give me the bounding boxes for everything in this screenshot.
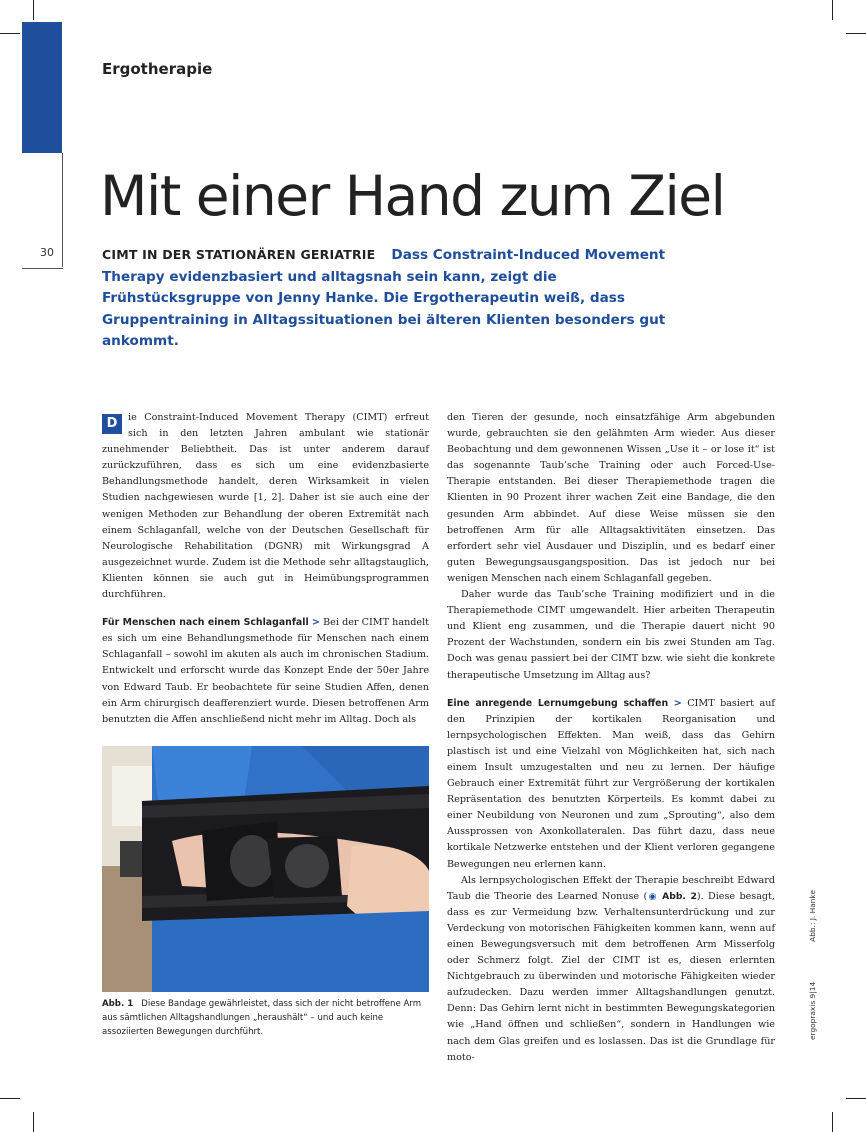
paragraph: Daher wurde das Taub’sche Training modifiziert und in die Therapiemethode CIMT umgewandelt. Hier arbeiten Therapeutin und Klient eng zusammen, und die Therapie dauert nicht 90 Prozent der Wachstunden, sondern ein bis zwei Stunden am Tag. Doch was genau passiert bei der CIMT bzw. wie sieht die konkrete therapeutische Umsetzung im Alltag aus? — [447, 589, 775, 681]
eye-icon: ◉ — [647, 891, 658, 902]
figure-caption — [102, 998, 432, 1039]
crop-mark — [832, 0, 833, 20]
lead-text: Dass Constraint-Induced Movement Therapy evidenzbasiert und alltagsnah sein kann, zeigt die Frühstücksgruppe von Jenny Hanke. Die Ergotherapeutin weiß, dass Gruppentraining in Alltagssituationen bei älteren Klienten besonders gut ankommt. — [102, 247, 666, 350]
paragraph: den Tieren der gesunde, noch einsatzfähige Arm abgebunden wurde, gebrauchten sie den gelähmten Arm wieder. Aus dieser Beobachtung und dem gewonnenen Wissen „Use it – or lose it“ ist das sogenannte Taub’sche Training oder auch Forced-Use-Therapie entstanden. Bei dieser Therapiemethode tragen die Klienten in 90 Prozent ihrer wachen Zeit eine Bandage, die den gesunden Arm abbindet. Auf diese Weise müssen sie den betroffenen Arm für alle Alltagsaktivitäten einsetzen. Das erfordert sehr viel Ausdauer und Disziplin, und es bedarf einer guten Bewegungsausgangsposition. Das ist jedoch nur bei wenigen Menschen nach einem Schlaganfall gegeben. — [447, 412, 775, 584]
page-number-rule — [22, 268, 63, 269]
figure-reference-link[interactable]: Abb. 2 — [662, 890, 697, 902]
subheading-arrow: > — [311, 617, 320, 629]
crop-mark — [846, 33, 866, 34]
crop-mark — [846, 1098, 866, 1099]
crop-mark — [33, 1112, 34, 1132]
lead-kicker: CIMT IN DER STATIONÄREN GERIATRIE — [102, 247, 376, 262]
figure-label: Abb. 1 — [102, 999, 134, 1009]
crop-mark — [33, 0, 34, 20]
page-number: 30 — [40, 246, 54, 259]
intro-paragraph — [102, 410, 429, 603]
subheading-arrow: > — [673, 697, 682, 709]
journal-issue: ergopraxis 9|14 — [808, 981, 817, 1040]
section-color-bar — [22, 22, 62, 153]
bandaged-arm-photo — [102, 746, 429, 992]
figure-photo — [102, 746, 429, 992]
margin-note — [808, 890, 817, 1040]
text-column-right — [447, 410, 775, 1066]
subheading: Für Menschen nach einem Schlaganfall — [102, 617, 309, 629]
paragraph-text: ie Constraint-Induced Movement Therapy (CIMT) erfreut sich in den letzten Jahren ambulant wie stationär zunehmender Beliebtheit. Das ist unter anderem darauf zurückzuführen, dass es sich um eine evidenzbasierte Behandlungsmethode handelt, deren Wirksamkeit in vielen Studien nachgewiesen wurde [1, 2]. Daher ist sie auch eine der wenigen Methoden zur Behandlung der oberen Extremität nach einem Schlaganfall, welche von der Deutschen Gesellschaft für Neurologische Rehabilitation (DGNR) mit Wirkungsgrad A ausgezeichnet wurde. Zudem ist die Methode sehr alltagstauglich, Klienten können sie auch gut in Heimübungsprogrammen durchführen. — [102, 412, 429, 601]
drop-cap: D — [102, 414, 122, 434]
page-title: Mit einer Hand zum Ziel — [100, 164, 725, 228]
crop-mark — [0, 1098, 20, 1099]
crop-mark — [0, 33, 20, 34]
paragraph — [447, 696, 775, 873]
subheading: Eine anregende Lernumgebung schaffen — [447, 697, 669, 709]
caption-text: Diese Bandage gewährleistet, dass sich der nicht betroffene Arm aus sämtlichen Alltagshandlungen „heraushält“ – und auch keine assoziierten Bewegungen durchführt. — [102, 999, 422, 1037]
image-credit: Abb.: J. Hanke — [808, 890, 817, 942]
paragraph-text: ). Diese besagt, dass es zur Vermeidung bzw. Verhaltensunterdrückung und zur Verdeckung von motorischen Fähigkeiten kommen kann, wenn auf einen Bewegungsversuch mit dem betroffenen Arm Misserfolg oder Schmerz folgt. Ziel der CIMT ist es, diesen erlernten Nichtgebrauch zu überwinden und motorische Fähigkeiten wieder aufzudecken. Dazu werden immer Alltagshandlungen genutzt. Denn: Das Gehirn lernt nicht in bestimmten Bewegungskategorien wie „Hand öffnen und schließen“, sondern in Handlungen wie nach dem Glas greifen und es loslassen. Das ist die Grundlage für moto- — [447, 890, 775, 1063]
paragraph — [102, 615, 429, 728]
paragraph-text: CIMT basiert auf den Prinzipien der kortikalen Reorganisation und lernpsychologischen Effekten. Man weiß, dass das Gehirn plastisch ist und eine Vielzahl von Möglichkeiten hat, sich nach einem Insult umzugestalten und neu zu lernen. Der häufige Gebrauch einer Extremität führt zur Vergrößerung der kortikalen Repräsentation des benutzten Körperteils. Es kommt dabei zu einer Neubildung von Neuronen und zum „Sprouting“, also dem Aussprossen von Axonkollateralen. Das führt dazu, dass neue kortikale Netzwerke entstehen und der Klient verloren gegangene Bewegungen neu erlernen kann. — [447, 697, 775, 870]
paragraph-text: Bei der CIMT handelt es sich um eine Behandlungsmethode für Menschen nach einem Schlaganfall – sowohl im akuten als auch im chronischen Stadium. Entwickelt und erforscht wurde das Konzept Ende der 50er Jahre von Edward Taub. Er beobachtete für seine Studien Affen, denen ein Arm chirurgisch deafferenziert wurde. Diesen betroffenen Arm benutzten die Affen anschließend nicht mehr im Alltag. Doch als — [102, 617, 429, 725]
crop-mark — [832, 1112, 833, 1132]
paragraph-text: Als lernpsychologischen Effekt der Therapie beschreibt Edward Taub die Theorie des Learned Nonuse ( — [447, 874, 775, 902]
text-column-left — [102, 410, 429, 728]
lead-paragraph — [102, 244, 682, 353]
paragraph — [447, 873, 775, 1066]
section-label: Ergotherapie — [102, 60, 213, 78]
margin-rule — [62, 153, 63, 267]
